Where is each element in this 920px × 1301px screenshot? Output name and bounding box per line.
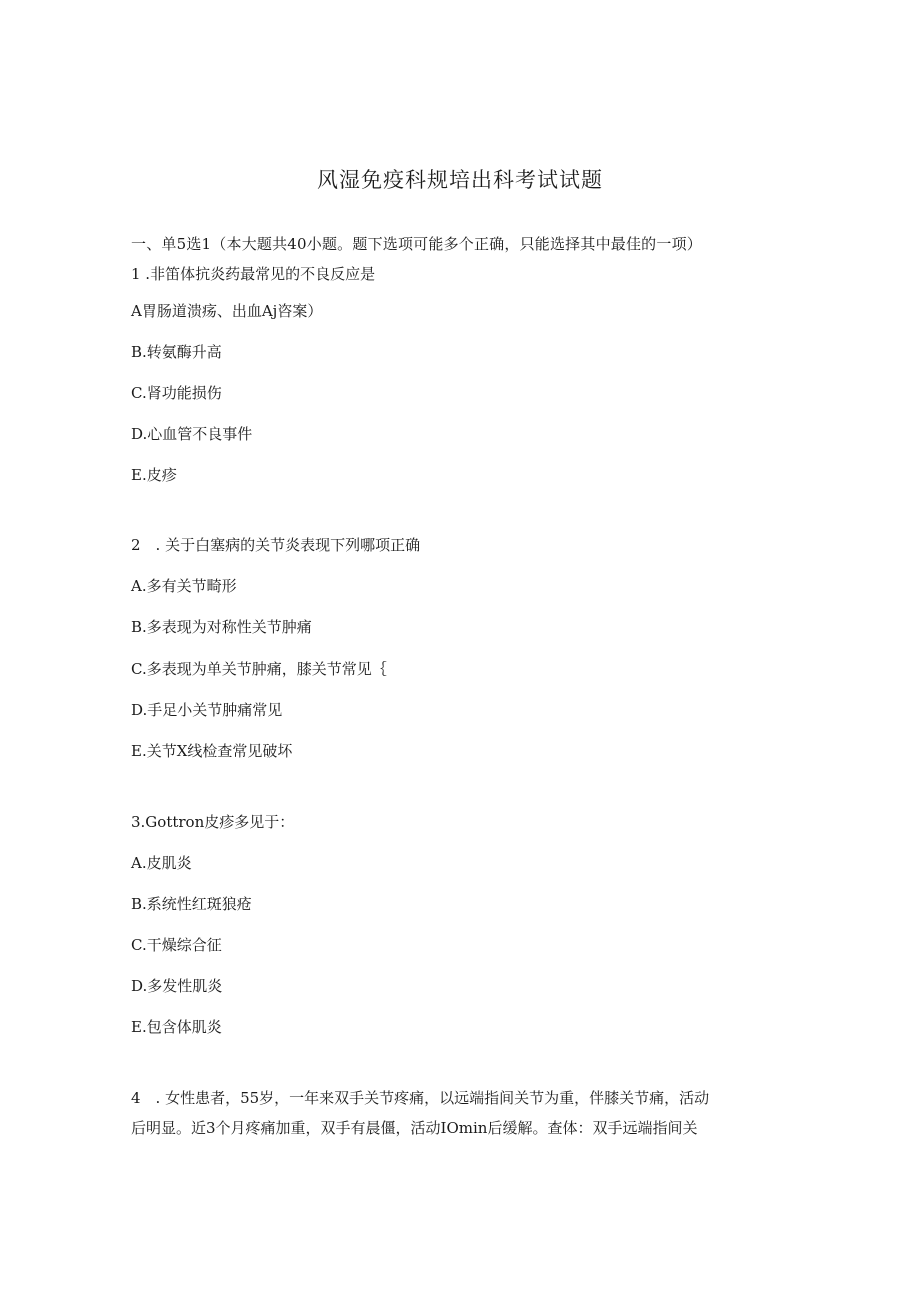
section-heading: 一、单5选1（本大题共40小题。题下选项可能多个正确，只能选择其中最佳的一项） [131,235,702,253]
option-c: C.干燥综合征 [131,936,222,954]
option-a: A.多有关节畸形 [131,577,237,595]
question-stem: 2 . 关于白塞病的关节炎表现下列哪项正确 [131,536,421,554]
option-d: D.手足小关节肿痛常见 [131,701,283,719]
option-d: D.心血管不良事件 [131,425,253,443]
option-a: A.皮肌炎 [131,854,192,872]
option-d: D.多发性肌炎 [131,977,223,995]
option-b: B.多表现为对称性关节肿痛 [131,618,312,636]
document-title: 风湿免疫科规培出科考试试题 [317,168,603,192]
option-b: B.转氨酶升高 [131,343,222,361]
option-c: C.多表现为单关节肿痛，膝关节常见｛ [131,660,387,678]
option-b: B.系统性红斑狼疮 [131,895,252,913]
option-c: C.肾功能损伤 [131,384,222,402]
option-e: E.关节X线检查常见破坏 [131,742,293,760]
option-a: A胃肠道溃疡、出血Aj咨案） [131,302,323,320]
question-stem: 3.Gottron皮疹多见于： [131,813,295,831]
question-stem-line: 后明显。近3个月疼痛加重，双手有晨僵，活动IOmin后缓解。查体：双手远端指间关 [131,1119,698,1137]
question-stem-line: 4 . 女性患者，55岁，一年来双手关节疼痛，以远端指间关节为重，伴膝关节痛，活动 [131,1089,710,1107]
question-stem: 1 .非笛体抗炎药最常见的不良反应是 [131,265,376,283]
option-e: E.皮疹 [131,466,177,484]
option-e: E.包含体肌炎 [131,1018,222,1036]
